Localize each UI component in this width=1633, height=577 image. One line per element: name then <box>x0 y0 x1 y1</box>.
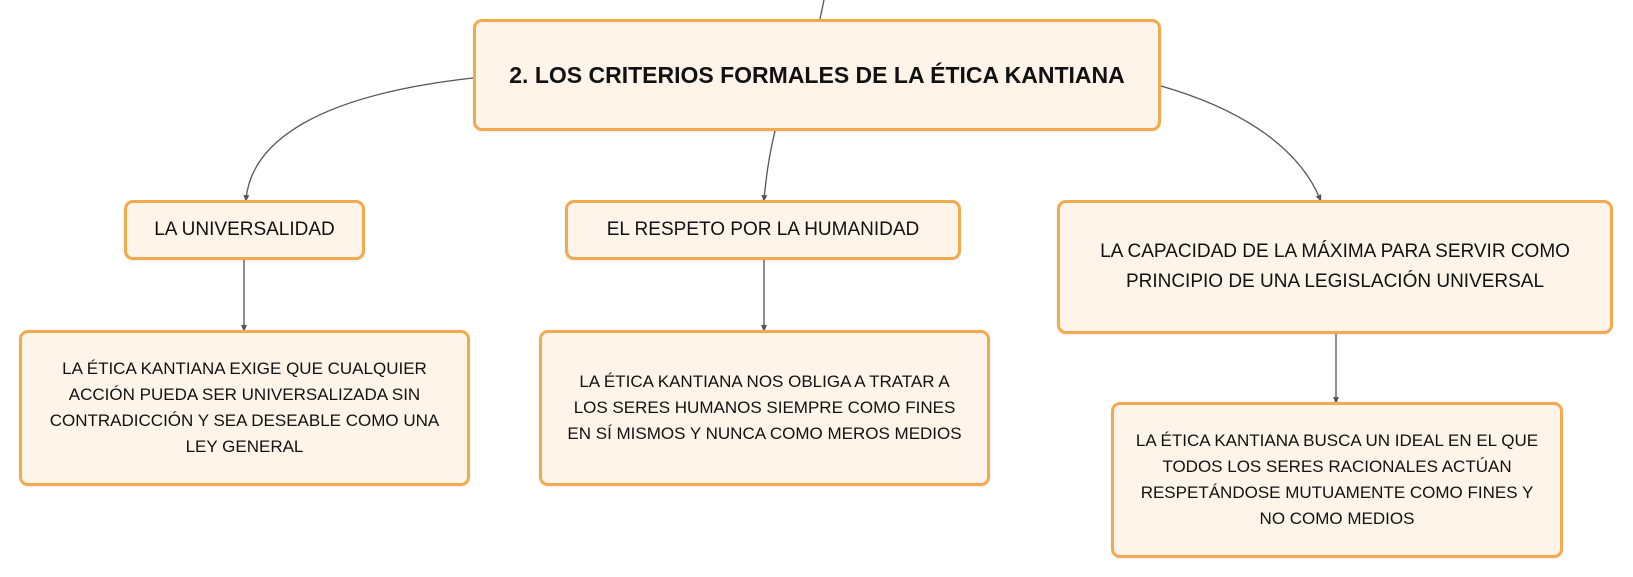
detail-node-capacidad-maxima[interactable] <box>1111 402 1563 558</box>
root-topic-node[interactable] <box>473 19 1161 131</box>
detail-text: LA ÉTICA KANTIANA BUSCA UN IDEAL EN EL QUE TODOS LOS SERES RACIONALES ACTÚAN RESPETÁNDOSE MUTUAMENTE COMO FINES Y NO COMO MEDIOS <box>1135 431 1539 528</box>
branch-label: EL RESPETO POR LA HUMANIDAD <box>606 219 920 240</box>
branch-node-capacidad-maxima[interactable] <box>1057 200 1613 334</box>
connector-root-to-respeto <box>764 131 775 199</box>
branch-label: LA CAPACIDAD DE LA MÁXIMA PARA SERVIR COMO PRINCIPIO DE UNA LEGISLACIÓN UNIVERSAL <box>1100 241 1570 292</box>
branch-label: LA UNIVERSALIDAD <box>154 219 335 240</box>
root-topic-label: 2. LOS CRITERIOS FORMALES DE LA ÉTICA KANTIANA <box>509 62 1125 88</box>
branch-node-universalidad[interactable] <box>124 200 365 260</box>
detail-text: LA ÉTICA KANTIANA NOS OBLIGA A TRATAR A LOS SERES HUMANOS SIEMPRE COMO FINES EN SÍ MISMOS Y NUNCA COMO MEROS MEDIOS <box>567 372 962 443</box>
detail-node-respeto-humanidad[interactable] <box>539 330 990 486</box>
branch-node-respeto-humanidad[interactable] <box>565 200 961 260</box>
detail-node-universalidad[interactable] <box>19 330 470 486</box>
incoming-connector <box>820 0 824 19</box>
connector-root-to-universalidad <box>246 78 473 199</box>
detail-text: LA ÉTICA KANTIANA EXIGE QUE CUALQUIER ACCIÓN PUEDA SER UNIVERSALIZADA SIN CONTRADICCIÓN Y SEA DESEABLE COMO UNA LEY GENERAL <box>49 359 440 456</box>
connector-root-to-capacidad <box>1161 86 1320 199</box>
